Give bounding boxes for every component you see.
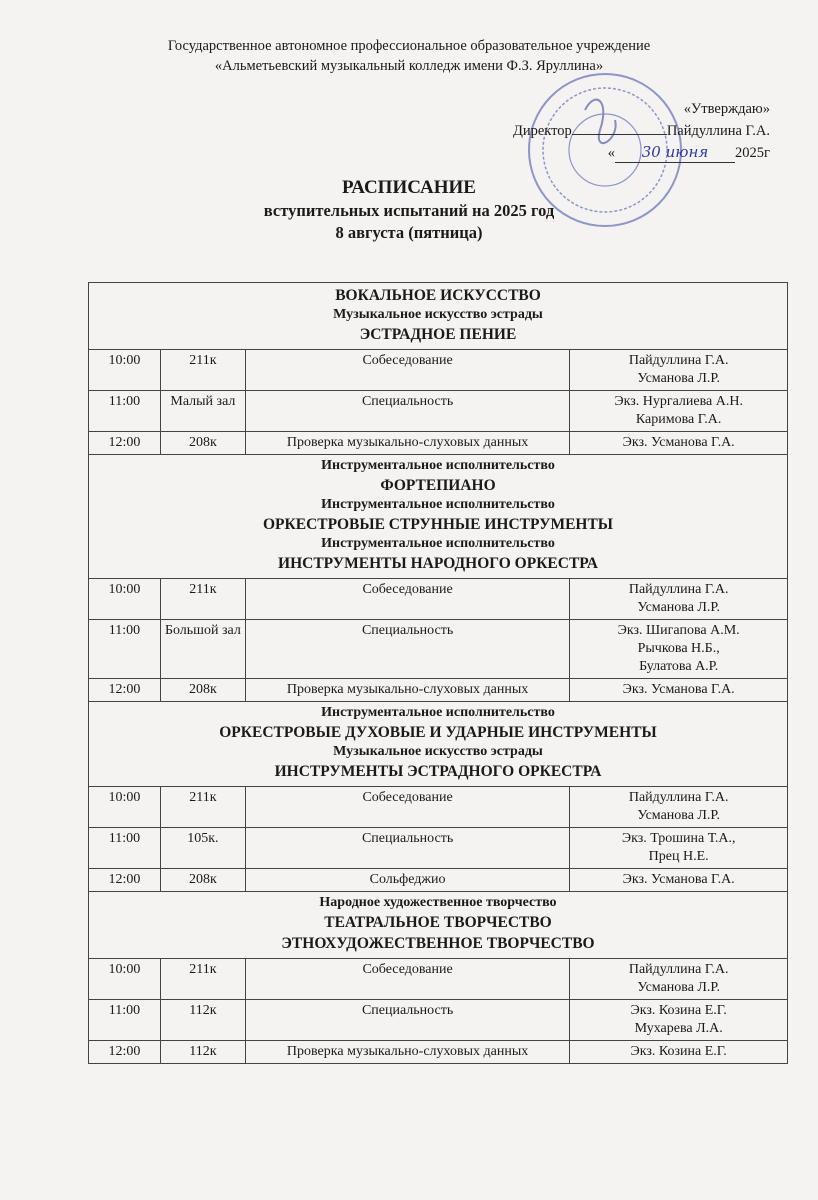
examiner-name: Экз. Трошина Т.А., [621,831,736,846]
section-heading-line: Музыкальное искусство эстрады [333,307,543,322]
examiner-name: Каримова Г.А. [635,412,722,427]
section-heading-line: ОРКЕСТРОВЫЕ ДУХОВЫЕ И УДАРНЫЕ ИНСТРУМЕНТЫ [219,724,657,741]
exam-cell: Собеседование [245,579,569,620]
approval-year: 2025г [735,145,770,161]
organization-header [0,36,818,76]
examiner-name: Усманова Л.Р. [637,371,720,386]
examiner-name: Пайдуллина Г.А. [628,962,729,977]
table-row [89,620,788,679]
time-cell: 12:00 [89,869,161,892]
examiners-cell [570,828,788,869]
examiners-cell [570,679,788,702]
examiner-name: Пайдуллина Г.А. [628,790,729,805]
section-heading-line: Инструментальное исполнительство [321,536,555,551]
org-line-2: «Альметьевский музыкальный колледж имени Ф.З. Яруллина» [214,58,604,74]
section-header-row [89,283,788,350]
room-cell: 211к [160,350,245,391]
section-heading-line: ОРКЕСТРОВЫЕ СТРУННЫЕ ИНСТРУМЕНТЫ [262,516,614,533]
section-header [89,283,788,350]
exam-cell: Собеседование [245,787,569,828]
exam-cell: Сольфеджио [245,869,569,892]
examiners-cell [570,432,788,455]
exam-cell: Собеседование [245,959,569,1000]
examiner-name: Мухарева Л.А. [634,1021,723,1036]
examiners-cell [570,959,788,1000]
title-subtitle: вступительных испытаний на 2025 год [263,201,555,220]
examiners-cell [570,1000,788,1041]
section-heading-line: Инструментальное исполнительство [321,705,555,720]
schedule-table [88,282,788,1064]
approval-block [513,98,770,164]
exam-cell: Проверка музыкально-слуховых данных [245,1041,569,1064]
room-cell: Большой зал [160,620,245,679]
section-heading-line: ВОКАЛЬНОЕ ИСКУССТВО [335,287,541,304]
examiner-name: Усманова Л.Р. [637,808,720,823]
room-cell: Малый зал [160,391,245,432]
exam-cell: Специальность [245,391,569,432]
time-cell: 10:00 [89,787,161,828]
section-heading-line: Народное художественное творчество [319,895,557,910]
examiner-name: Экз. Усманова Г.А. [622,435,735,450]
section-header [89,702,788,787]
examiner-name: Экз. Нургалиева А.Н. [614,394,743,409]
time-cell: 12:00 [89,1041,161,1064]
table-row [89,869,788,892]
examiner-name: Пайдуллина Г.А. [628,582,729,597]
section-header [89,455,788,579]
exam-cell: Специальность [245,1000,569,1041]
time-cell: 11:00 [89,391,161,432]
room-cell: 211к [160,959,245,1000]
org-line-1: Государственное автономное профессиональное образовательное учреждение [167,38,651,54]
time-cell: 10:00 [89,959,161,1000]
time-cell: 12:00 [89,679,161,702]
examiner-name: Экз. Козина Е.Г. [630,1044,727,1059]
signature-line [572,120,667,135]
document-title [0,176,818,244]
time-cell: 10:00 [89,579,161,620]
section-heading-line: ИНСТРУМЕНТЫ ЭСТРАДНОГО ОРКЕСТРА [274,763,602,780]
room-cell: 208к [160,869,245,892]
room-cell: 112к [160,1000,245,1041]
examiners-cell [570,350,788,391]
title-date: 8 августа (пятница) [335,223,483,242]
examiners-cell [570,579,788,620]
examiner-name: Прец Н.Е. [648,849,709,864]
time-cell: 11:00 [89,1000,161,1041]
examiner-name: Пайдуллина Г.А. [628,353,729,368]
exam-cell: Специальность [245,828,569,869]
examiner-name: Усманова Л.Р. [637,980,720,995]
table-row [89,787,788,828]
section-header-row [89,702,788,787]
table-row [89,1041,788,1064]
room-cell: 208к [160,432,245,455]
exam-cell: Проверка музыкально-слуховых данных [245,679,569,702]
section-heading-line: ТЕАТРАЛЬНОЕ ТВОРЧЕСТВО [324,914,552,931]
time-cell: 11:00 [89,828,161,869]
section-heading-line: ЭСТРАДНОЕ ПЕНИЕ [359,326,517,343]
examiner-name: Усманова Л.Р. [637,600,720,615]
room-cell: 211к [160,787,245,828]
time-cell: 10:00 [89,350,161,391]
section-heading-line: Инструментальное исполнительство [321,458,555,473]
section-heading-line: ИНСТРУМЕНТЫ НАРОДНОГО ОРКЕСТРА [278,555,598,572]
examiners-cell [570,787,788,828]
handwritten-date: 30 июня [615,142,735,163]
exam-cell: Собеседование [245,350,569,391]
examiners-cell [570,620,788,679]
examiner-name: Экз. Козина Е.Г. [630,1003,727,1018]
approve-label: «Утверждаю» [683,101,770,117]
room-cell: 112к [160,1041,245,1064]
table-row [89,432,788,455]
examiner-name: Булатова А.Р. [639,659,719,674]
table-row [89,1000,788,1041]
examiners-cell [570,869,788,892]
exam-cell: Проверка музыкально-слуховых данных [245,432,569,455]
time-cell: 12:00 [89,432,161,455]
section-header [89,892,788,959]
section-heading-line: Инструментальное исполнительство [321,497,555,512]
examiner-name: Экз. Шигапова А.М. [617,623,740,638]
table-row [89,350,788,391]
section-header-row [89,455,788,579]
exam-cell: Специальность [245,620,569,679]
table-row [89,959,788,1000]
examiners-cell [570,391,788,432]
title-main: РАСПИСАНИЕ [342,177,476,198]
table-row [89,679,788,702]
director-label: Директор [512,123,572,139]
director-name: Пайдуллина Г.А. [666,123,770,139]
date-quote: « [607,145,616,161]
examiner-name: Экз. Усманова Г.А. [622,682,735,697]
section-heading-line: ФОРТЕПИАНО [380,477,496,494]
room-cell: 105к. [160,828,245,869]
table-row [89,391,788,432]
room-cell: 208к [160,679,245,702]
examiners-cell [570,1041,788,1064]
section-heading-line: Музыкальное искусство эстрады [333,744,543,759]
room-cell: 211к [160,579,245,620]
table-row [89,579,788,620]
examiner-name: Рычкова Н.Б., [637,641,720,656]
section-heading-line: ЭТНОХУДОЖЕСТВЕННОЕ ТВОРЧЕСТВО [281,935,595,952]
time-cell: 11:00 [89,620,161,679]
examiner-name: Экз. Усманова Г.А. [622,872,735,887]
section-header-row [89,892,788,959]
table-row [89,828,788,869]
